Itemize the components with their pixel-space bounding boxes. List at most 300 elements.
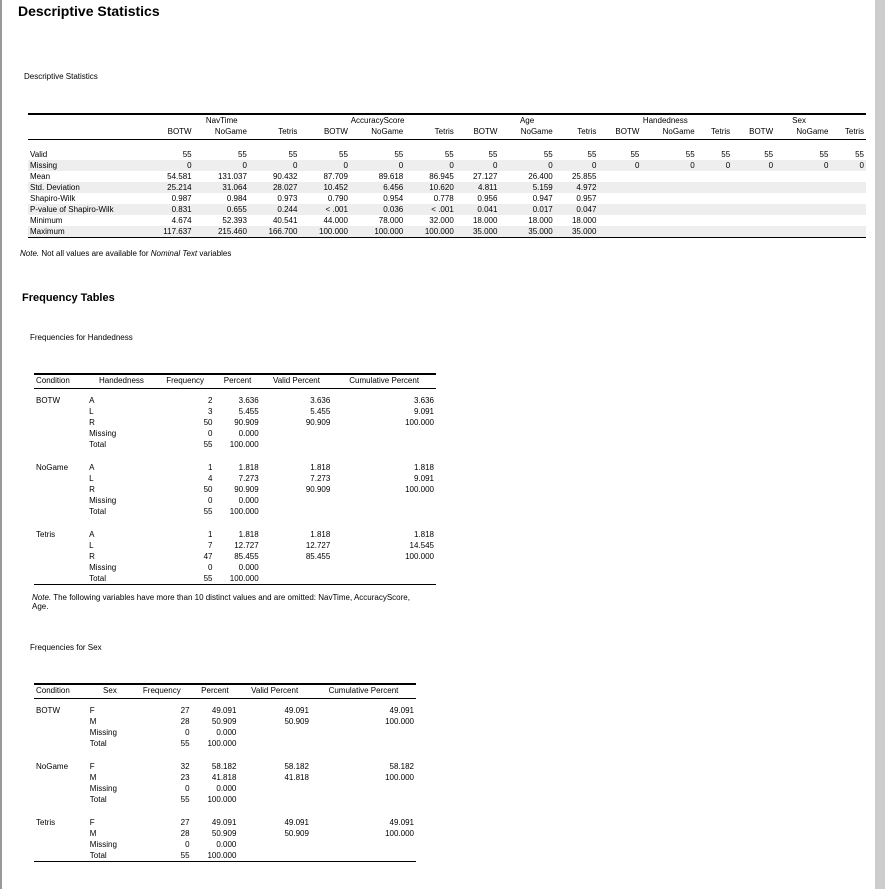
percent-cell: 100.000: [207, 739, 237, 748]
frequency-cell: 55: [132, 850, 191, 862]
frequency-cell: 0: [208, 563, 213, 572]
table-row: [34, 727, 416, 738]
column-header: Cumulative Percent: [332, 374, 436, 389]
category-cell: Missing: [89, 784, 117, 793]
stat-cell: [732, 215, 775, 226]
percent-cell: 3.636: [238, 396, 259, 405]
stat-cell: 0: [405, 160, 456, 171]
stat-cell: 18.000: [571, 216, 597, 225]
percent-cell: 100.000: [192, 850, 239, 862]
frequency-cell: 50: [203, 485, 213, 494]
percent-cell: 90.909: [234, 418, 259, 427]
stat-cell: 0: [249, 160, 300, 171]
stat-cell: 0.956: [477, 194, 498, 203]
cumulative-percent-cell: 1.818: [413, 463, 434, 472]
gap-row: [34, 749, 416, 755]
sex-frequency-table: [34, 683, 416, 862]
table-row: [34, 484, 436, 495]
category-cell: R: [89, 485, 95, 494]
stat-cell: 78.000: [378, 216, 404, 225]
valid-percent-cell: 7.273: [310, 474, 331, 483]
percent-cell: 41.818: [211, 773, 237, 782]
valid-percent-cell: 50.909: [284, 717, 309, 726]
frequency-cell: 1: [208, 463, 213, 472]
valid-percent-cell: [238, 839, 311, 850]
category-cell: M: [89, 717, 97, 726]
table-row: [34, 462, 436, 473]
stat-cell: 35.000: [499, 226, 554, 238]
stat-cell: [641, 226, 696, 238]
stat-cell: [732, 193, 775, 204]
subheader-tetris: Tetris: [555, 126, 599, 140]
stat-cell: [641, 215, 696, 226]
stat-cell: [598, 226, 641, 238]
percent-cell: 0.000: [238, 563, 259, 572]
frequency-cell: 0: [185, 840, 190, 849]
cumulative-percent-cell: 1.818: [413, 530, 434, 539]
frequency-cell: 0: [208, 496, 213, 505]
valid-percent-cell: [238, 850, 311, 862]
frequency-cell: 27: [180, 818, 190, 827]
handedness-note-label: Note.: [32, 593, 52, 602]
stat-cell: 89.618: [378, 172, 404, 181]
condition-cell: BOTW: [36, 396, 60, 405]
column-header: Handedness: [87, 374, 156, 389]
stat-cell: 40.541: [272, 216, 298, 225]
descriptives-row: [28, 193, 866, 204]
cumulative-percent-cell: 49.091: [389, 818, 414, 827]
valid-percent-cell: 90.909: [305, 485, 331, 494]
gap-row: [34, 450, 436, 456]
stat-cell: 100.000: [405, 226, 456, 238]
category-cell: R: [89, 552, 95, 561]
row-label: Shapiro-Wilk: [30, 194, 76, 203]
stat-cell: 0.655: [194, 204, 249, 215]
valid-percent-cell: 90.909: [305, 418, 331, 427]
valid-percent-cell: [261, 439, 333, 450]
category-cell: F: [89, 706, 95, 715]
frequency-cell: 55: [156, 573, 215, 585]
subheader-tetris: Tetris: [697, 126, 732, 140]
cumulative-percent-cell: 49.091: [389, 706, 414, 715]
stat-cell: 54.581: [167, 172, 192, 181]
percent-cell: 0.000: [238, 496, 259, 505]
descriptives-row: [28, 226, 866, 238]
stat-cell: 10.620: [405, 182, 456, 193]
stat-cell: [830, 204, 866, 215]
row-label: P-value of Shapiro-Wilk: [28, 204, 144, 215]
stat-cell: [598, 204, 641, 215]
stat-cell: 28.027: [249, 182, 300, 193]
scrollbar-track[interactable]: [875, 0, 885, 889]
stat-cell: 0: [598, 160, 641, 171]
condition-cell: Tetris: [36, 530, 56, 539]
row-label: Minimum: [30, 216, 63, 225]
group-header-accuracyscore: AccuracyScore: [350, 116, 405, 125]
cumulative-percent-cell: 9.091: [413, 407, 434, 416]
stat-cell: [732, 171, 775, 182]
cumulative-percent-cell: 100.000: [385, 829, 414, 838]
valid-percent-cell: 50.909: [284, 829, 309, 838]
percent-cell: 49.091: [211, 818, 237, 827]
valid-percent-cell: 49.091: [284, 706, 309, 715]
stat-cell: < .001: [299, 204, 350, 215]
table-row: [34, 428, 436, 439]
subheader-nogame: NoGame: [350, 126, 405, 140]
condition-cell: [34, 428, 87, 439]
stat-cell: 90.432: [272, 172, 298, 181]
table-row: [34, 738, 416, 749]
row-label: Mean: [30, 172, 51, 181]
cumulative-percent-cell: 100.000: [385, 773, 414, 782]
condition-cell: [34, 839, 88, 850]
category-cell: Total: [89, 739, 107, 748]
column-header: Condition: [34, 684, 88, 699]
stat-cell: 55: [543, 150, 553, 159]
column-header: Valid Percent: [238, 684, 311, 699]
handedness-note: [32, 593, 412, 611]
descriptives-row: [28, 149, 866, 160]
frequency-cell: 28: [180, 717, 190, 726]
category-cell: A: [89, 463, 95, 472]
category-cell: Total: [89, 795, 107, 804]
column-header: Percent: [214, 374, 260, 389]
stat-cell: 55: [237, 150, 247, 159]
stat-cell: 52.393: [222, 216, 247, 225]
descriptives-caption: Descriptive Statistics: [24, 72, 98, 81]
stat-cell: [830, 182, 866, 193]
condition-cell: [34, 551, 87, 562]
stat-cell: 55: [182, 150, 192, 159]
condition-cell: [34, 794, 88, 805]
cumulative-percent-cell: [311, 783, 416, 794]
valid-percent-cell: 41.818: [284, 773, 309, 782]
stat-cell: [697, 204, 732, 215]
stat-cell: [697, 171, 732, 182]
table-row: [34, 551, 436, 562]
condition-cell: BOTW: [36, 706, 60, 715]
category-cell: L: [89, 474, 94, 483]
table-row: [34, 473, 436, 484]
frequency-cell: 47: [203, 552, 213, 561]
valid-percent-cell: 12.727: [305, 541, 331, 550]
category-cell: F: [89, 762, 95, 771]
stat-cell: [775, 193, 830, 204]
percent-cell: 100.000: [207, 795, 237, 804]
stat-cell: 0.947: [532, 194, 553, 203]
cumulative-percent-cell: [311, 794, 416, 805]
row-label: Std. Deviation: [28, 182, 144, 193]
frequency-cell: 23: [180, 773, 190, 782]
stat-cell: 131.037: [217, 172, 247, 181]
stat-cell: 166.700: [249, 226, 300, 238]
stat-cell: 0: [830, 160, 866, 171]
valid-percent-cell: 85.455: [305, 552, 331, 561]
subheader-nogame: NoGame: [194, 126, 249, 140]
cumulative-percent-cell: [332, 562, 436, 573]
stat-cell: 35.000: [456, 226, 500, 238]
sex-header-row: [34, 684, 416, 699]
percent-cell: 50.909: [211, 717, 237, 726]
frequency-cell: 0: [208, 429, 213, 438]
category-cell: Total: [89, 507, 106, 516]
stat-cell: 0.036: [350, 204, 405, 215]
cumulative-percent-cell: 100.000: [405, 418, 434, 427]
condition-cell: [34, 783, 88, 794]
gap-row: [34, 517, 436, 523]
percent-cell: 0.000: [216, 728, 237, 737]
cumulative-percent-cell: 58.182: [389, 762, 414, 771]
stat-cell: 0.790: [327, 194, 348, 203]
subheader-tetris: Tetris: [249, 126, 300, 140]
cumulative-percent-cell: 9.091: [413, 474, 434, 483]
table-row: [34, 761, 416, 772]
condition-cell: NoGame: [36, 463, 69, 472]
stat-cell: 55: [855, 150, 864, 159]
stat-cell: [598, 215, 641, 226]
table-row: [34, 417, 436, 428]
descriptives-subheader-row: [28, 126, 866, 140]
stat-cell: 55: [488, 150, 498, 159]
category-cell: A: [89, 396, 95, 405]
stat-cell: [641, 193, 696, 204]
stat-cell: 31.064: [194, 182, 249, 193]
descriptives-row: [28, 204, 866, 215]
stat-cell: 215.460: [194, 226, 249, 238]
stat-cell: 0.778: [433, 194, 454, 203]
stat-cell: 0.987: [171, 194, 192, 203]
stat-cell: [775, 226, 830, 238]
table-row: [34, 395, 436, 406]
condition-cell: [34, 506, 87, 517]
percent-cell: 0.000: [216, 784, 237, 793]
table-row: [34, 529, 436, 540]
stat-cell: [732, 204, 775, 215]
valid-percent-cell: [261, 562, 333, 573]
condition-cell: [34, 772, 88, 783]
table-row: [34, 562, 436, 573]
descriptives-group-header-row: [28, 114, 866, 126]
stat-cell: 0: [732, 160, 775, 171]
stat-cell: [775, 182, 830, 193]
stat-cell: 0: [456, 160, 500, 171]
percent-cell: 58.182: [211, 762, 237, 771]
subheader-botw: BOTW: [299, 126, 350, 140]
percent-cell: 50.909: [211, 829, 237, 838]
frequency-cell: 3: [208, 407, 213, 416]
valid-percent-cell: [261, 495, 333, 506]
category-cell: Total: [87, 573, 156, 585]
stat-cell: 100.000: [299, 226, 350, 238]
subheader-tetris: Tetris: [405, 126, 456, 140]
subheader-botw: BOTW: [598, 126, 641, 140]
cumulative-percent-cell: [332, 495, 436, 506]
valid-percent-cell: [238, 794, 311, 805]
valid-percent-cell: [261, 428, 333, 439]
column-header: Frequency: [156, 374, 215, 389]
stat-cell: 0: [299, 160, 350, 171]
condition-cell: [34, 850, 88, 862]
stat-cell: 0.973: [277, 194, 298, 203]
page-title: Descriptive Statistics: [18, 3, 160, 19]
handedness-frequency-table: [34, 373, 436, 585]
condition-cell: [34, 540, 87, 551]
stat-cell: 4.972: [555, 182, 599, 193]
condition-cell: [34, 417, 87, 428]
stat-cell: [697, 226, 732, 238]
table-row: [34, 705, 416, 716]
column-header: Frequency: [132, 684, 191, 699]
frequency-cell: 55: [180, 795, 190, 804]
stat-cell: [598, 182, 641, 193]
condition-cell: [34, 495, 87, 506]
stat-cell: [830, 226, 866, 238]
stat-cell: 0: [144, 160, 194, 171]
stat-cell: 26.400: [528, 172, 553, 181]
category-cell: M: [89, 773, 97, 782]
spacer-row: [28, 140, 866, 150]
stat-cell: [697, 193, 732, 204]
note-label: Note.: [20, 249, 40, 258]
category-cell: A: [89, 530, 95, 539]
group-header-handedness: Handedness: [642, 116, 688, 125]
stat-cell: 55: [288, 150, 298, 159]
table-row: [34, 716, 416, 727]
row-label: Missing: [28, 160, 144, 171]
stat-cell: 0: [194, 160, 249, 171]
stat-cell: 100.000: [350, 226, 405, 238]
frequency-cell: 28: [180, 829, 190, 838]
table-row: [34, 794, 416, 805]
note-suffix: variables: [197, 249, 232, 258]
subheader-nogame: NoGame: [499, 126, 554, 140]
table-row: [34, 772, 416, 783]
table-row: [34, 495, 436, 506]
table-row: [34, 783, 416, 794]
column-header: Cumulative Percent: [311, 684, 416, 699]
percent-cell: 90.909: [234, 485, 259, 494]
percent-cell: 100.000: [229, 440, 259, 449]
stat-cell: [830, 193, 866, 204]
stat-cell: [732, 226, 775, 238]
percent-cell: 5.455: [238, 407, 259, 416]
stat-cell: [697, 182, 732, 193]
valid-percent-cell: 1.818: [310, 530, 331, 539]
condition-cell: [34, 406, 87, 417]
cumulative-percent-cell: [311, 850, 416, 862]
subheader-botw: BOTW: [456, 126, 500, 140]
stat-cell: 0.047: [555, 204, 599, 215]
category-cell: Total: [89, 440, 106, 449]
stat-cell: 32.000: [429, 216, 454, 225]
cumulative-percent-cell: [311, 727, 416, 738]
stat-cell: 0.984: [226, 194, 247, 203]
column-header: Valid Percent: [261, 374, 333, 389]
percent-cell: 49.091: [211, 706, 237, 715]
valid-percent-cell: 58.182: [284, 762, 309, 771]
percent-cell: 1.818: [238, 463, 259, 472]
column-header: Condition: [34, 374, 87, 389]
stat-cell: 18.000: [528, 216, 553, 225]
stat-cell: 55: [394, 150, 404, 159]
frequency-cell: 55: [203, 440, 213, 449]
table-row: [34, 573, 436, 585]
table-row: [34, 839, 416, 850]
group-header-navtime: NavTime: [205, 116, 238, 125]
condition-cell: [34, 727, 88, 738]
category-cell: L: [89, 541, 94, 550]
category-cell: Missing: [89, 429, 117, 438]
row-label: Valid: [30, 150, 48, 159]
frequency-cell: 7: [208, 541, 213, 550]
stat-cell: 0: [775, 160, 830, 171]
category-cell: F: [89, 818, 95, 827]
stat-cell: 87.709: [323, 172, 348, 181]
note-emphasis: Nominal Text: [150, 249, 198, 258]
valid-percent-cell: 49.091: [284, 818, 309, 827]
descriptives-note: [20, 249, 231, 258]
stat-cell: 5.159: [499, 182, 554, 193]
stat-cell: 4.674: [171, 216, 192, 225]
table-row: [34, 406, 436, 417]
frequency-cell: 1: [208, 530, 213, 539]
stat-cell: [697, 215, 732, 226]
stat-cell: [830, 215, 866, 226]
cumulative-percent-cell: [332, 506, 436, 517]
condition-cell: [34, 473, 87, 484]
cumulative-percent-cell: 14.545: [409, 541, 434, 550]
subheader-nogame: NoGame: [641, 126, 696, 140]
column-header: Percent: [192, 684, 239, 699]
stat-cell: < .001: [405, 204, 456, 215]
category-cell: Missing: [89, 840, 117, 849]
category-cell: Missing: [89, 728, 117, 737]
cumulative-percent-cell: [311, 738, 416, 749]
percent-cell: 1.818: [238, 530, 259, 539]
cumulative-percent-cell: [311, 839, 416, 850]
percent-cell: 7.273: [238, 474, 259, 483]
stat-cell: 55: [819, 150, 829, 159]
table-row: [34, 540, 436, 551]
frequency-cell: 55: [203, 507, 213, 516]
frequency-cell: 0: [185, 728, 190, 737]
stat-cell: 0: [641, 160, 696, 171]
cumulative-percent-cell: 100.000: [405, 485, 434, 494]
condition-cell: [34, 562, 87, 573]
stat-cell: [775, 171, 830, 182]
stat-cell: 55: [721, 150, 731, 159]
stat-cell: [732, 182, 775, 193]
stat-cell: [598, 171, 641, 182]
handedness-caption: Frequencies for Handedness: [30, 333, 133, 342]
subheader-tetris: Tetris: [830, 126, 866, 140]
category-cell: Missing: [89, 563, 117, 572]
note-text: Not all values are available for: [39, 249, 151, 258]
percent-cell: 100.000: [229, 507, 259, 516]
stat-cell: [641, 171, 696, 182]
stat-cell: [775, 215, 830, 226]
table-row: [34, 817, 416, 828]
stat-cell: 0: [350, 160, 405, 171]
condition-cell: [34, 573, 87, 585]
gap-row: [34, 805, 416, 811]
subheader-botw: BOTW: [732, 126, 775, 140]
stat-cell: 0: [555, 160, 599, 171]
stat-cell: 6.456: [350, 182, 405, 193]
condition-cell: NoGame: [36, 762, 69, 771]
stat-cell: 0.017: [499, 204, 554, 215]
stat-cell: 35.000: [555, 226, 599, 238]
